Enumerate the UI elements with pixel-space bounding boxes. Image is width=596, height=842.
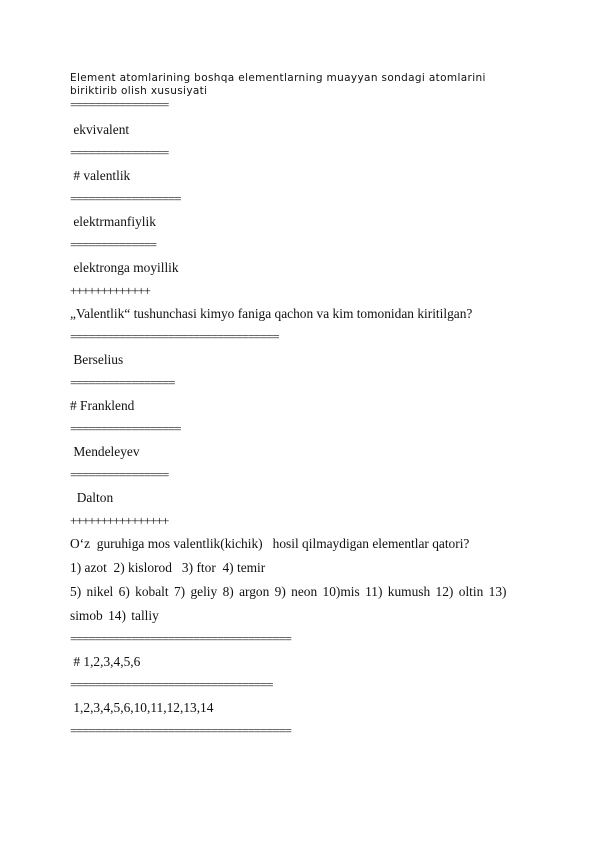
element-list-line-1: 1) azot 2) kislorod 3) ftor 4) temir: [70, 560, 266, 575]
separator: ================: [70, 97, 169, 112]
answer-option-correct: # 1,2,3,4,5,6: [70, 654, 141, 669]
question-end-marker: +++++++++++++: [70, 283, 150, 298]
answer-option: elektrmanfiylik: [70, 214, 156, 229]
separator: ================: [70, 145, 169, 160]
answer-option: Dalton: [70, 490, 114, 505]
answer-option: 1,2,3,4,5,6,10,11,12,13,14: [70, 700, 214, 715]
separator: ====================================: [70, 631, 291, 646]
answer-option-correct: # valentlik: [70, 168, 131, 183]
separator: ==================================: [70, 329, 279, 344]
question-3-text: O‘z guruhiga mos valentlik(kichik) hosil qilmaydigan elementlar qatori?: [70, 536, 470, 551]
answer-option: Mendeleyev: [70, 444, 140, 459]
separator: ==================: [70, 421, 181, 436]
document-page: [70, 72, 530, 742]
element-list-line-2: 5) nikel 6) kobalt 7) geliy 8) argon 9) neon 10)mis 11) kumush 12) oltin 13) simob 14) talliy: [70, 584, 507, 623]
answer-option: ekvivalent: [70, 122, 130, 137]
question-2-text: „Valentlik“ tushunchasi kimyo faniga qachon va kim tomonidan kiritilgan?: [70, 306, 473, 321]
separator: ==============: [70, 237, 156, 252]
separator: ====================================: [70, 723, 291, 738]
question-1-title: Element atomlarining boshqa elementlarning muayyan sondagi atomlarini biriktirib olish xususiyati: [70, 72, 486, 97]
separator: =================: [70, 375, 175, 390]
separator: ================: [70, 467, 169, 482]
answer-option: elektronga moyillik: [70, 260, 179, 275]
separator: ==================: [70, 191, 181, 206]
answer-option-correct: # Franklend: [70, 398, 135, 413]
answer-option: Berselius: [70, 352, 124, 367]
question-end-marker: ++++++++++++++++: [70, 513, 169, 528]
separator: =================================: [70, 677, 273, 692]
